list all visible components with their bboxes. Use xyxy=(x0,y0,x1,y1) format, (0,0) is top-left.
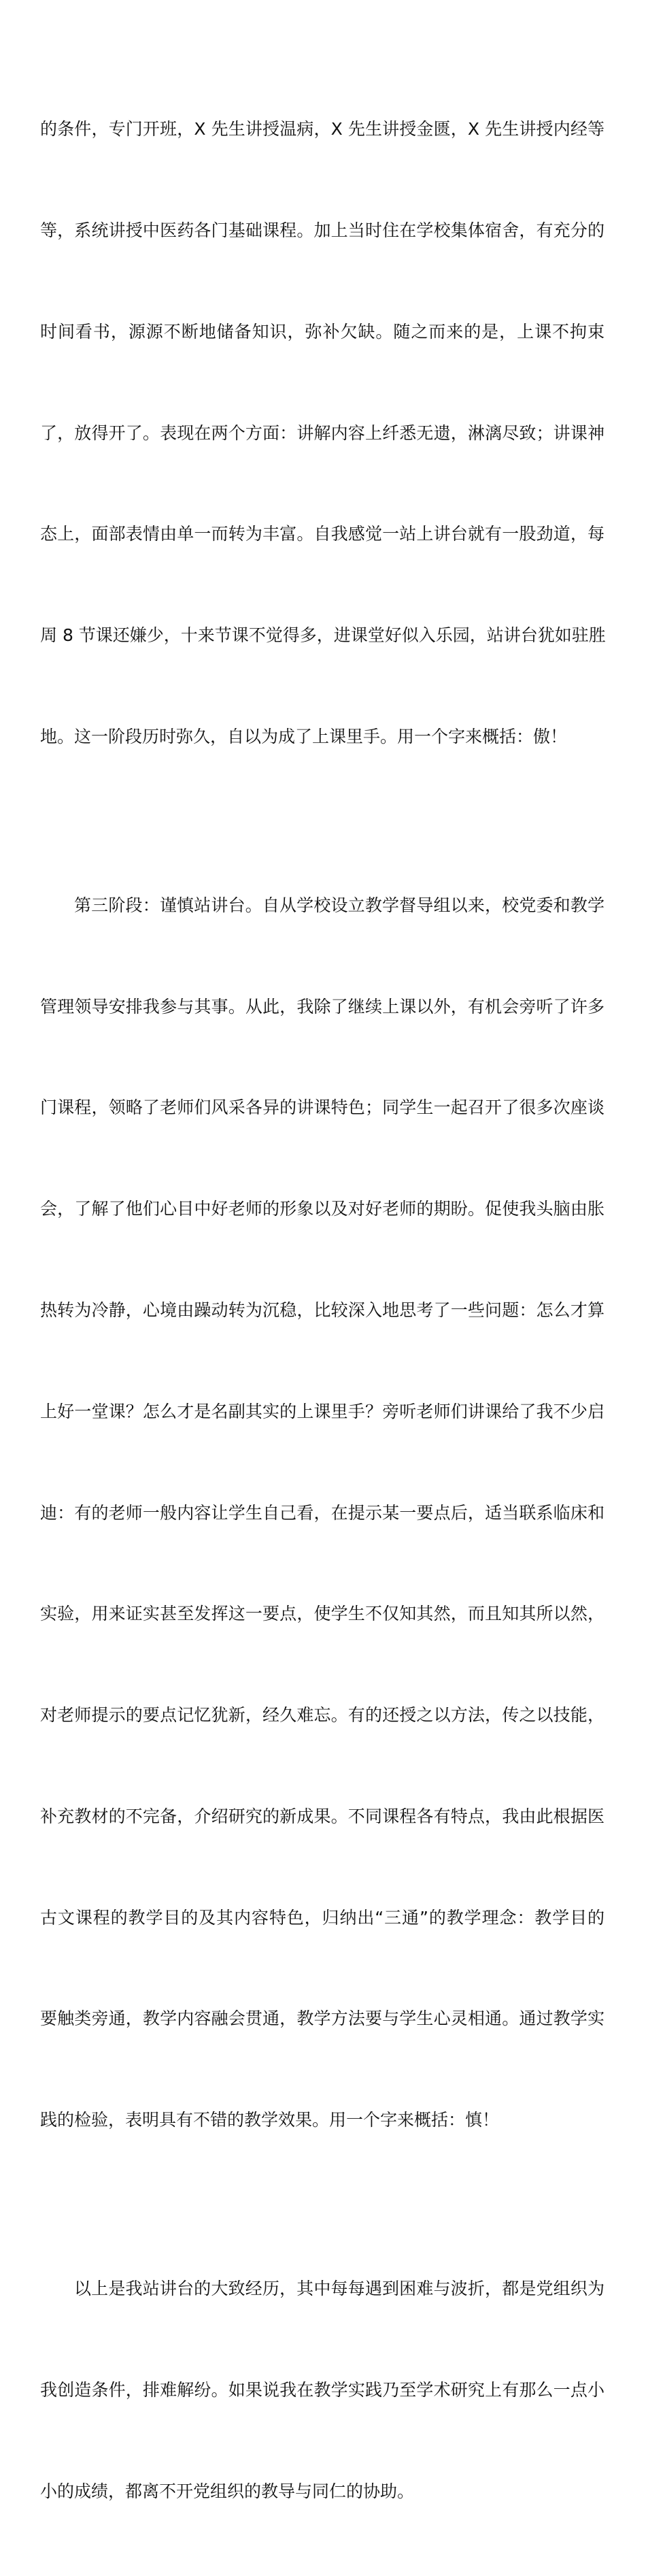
paragraph-3-line-3: 小的成绩，都离不开党组织的教导与同仁的协助。 xyxy=(40,2481,415,2501)
paragraph-2-line-6: 上好一堂课？怎么才是名副其实的上课里手？旁听老师们讲课给了我不少启 xyxy=(40,1401,605,1421)
paragraph-2-line-13: 践的检验，表明具有不错的教学效果。用一个字来概括：慎！ xyxy=(40,2110,500,2130)
body-text xyxy=(40,45,605,2576)
paragraph-2-line-11: 古文课程的教学目的及其内容特色，归纳出“三通”的教学理念：教学目的 xyxy=(40,1907,605,1928)
paragraph-1-line-2: 等，系统讲授中医药各门基础课程。加上当时住在学校集体宿舍，有充分的 xyxy=(40,220,605,240)
paragraph-2-line-4: 会，了解了他们心目中好老师的形象以及对好老师的期盼。促使我头脑由胀 xyxy=(40,1199,605,1219)
paragraph-2-line-1: 第三阶段：谨慎站讲台。自从学校设立教学督导组以来，校党委和教学 xyxy=(74,895,605,915)
paragraph-2-line-3: 门课程，领略了老师们风采各异的讲课特色；同学生一起召开了很多次座谈 xyxy=(40,1097,605,1118)
paragraph-1-line-6: 周 8 节课还嫌少，十来节课不觉得多，进课堂好似入乐园，站讲台犹如驻胜 xyxy=(40,625,606,646)
paragraph-3-line-1: 以上是我站讲台的大致经历，其中每每遇到困难与波折，都是党组织为 xyxy=(74,2279,605,2299)
paragraph-3 xyxy=(40,2205,605,2576)
paragraph-1-line-7: 地。这一阶段历时弥久，自以为成了上课里手。用一个字来概括：傲！ xyxy=(40,726,568,746)
paragraph-1 xyxy=(40,45,605,821)
paragraph-2-line-10: 补充教材的不完备，介绍研究的新成果。不同课程各有特点，我由此根据医 xyxy=(40,1806,605,1826)
paragraph-1-line-1: 的条件，专门开班，X 先生讲授温病，X 先生讲授金匮，X 先生讲授内经等 xyxy=(40,119,605,139)
paragraph-2 xyxy=(40,821,605,2205)
paragraph-1-line-4: 了，放得开了。表现在两个方面：讲解内容上纤悉无遗，淋漓尽致；讲课神 xyxy=(40,423,605,443)
paragraph-2-line-5: 热转为冷静，心境由躁动转为沉稳，比较深入地思考了一些问题：怎么才算 xyxy=(40,1300,605,1320)
paragraph-2-line-7: 迪：有的老师一般内容让学生自己看，在提示某一要点后，适当联系临床和 xyxy=(40,1502,605,1523)
paragraph-1-line-5: 态上，面部表情由单一而转为丰富。自我感觉一站上讲台就有一股劲道，每 xyxy=(40,524,605,544)
paragraph-2-line-12: 要触类旁通，教学内容融会贯通，教学方法要与学生心灵相通。通过教学实 xyxy=(40,2009,605,2029)
paragraph-2-line-8: 实验，用来证实甚至发挥这一要点，使学生不仅知其然，而且知其所以然， xyxy=(40,1604,605,1624)
paragraph-2-line-9: 对老师提示的要点记忆犹新，经久难忘。有的还授之以方法，传之以技能， xyxy=(40,1705,605,1725)
paragraph-1-line-3: 时间看书，源源不断地储备知识，弥补欠缺。随之而来的是，上课不拘束 xyxy=(40,321,605,342)
paragraph-3-line-2: 我创造条件，排难解纷。如果说我在教学实践乃至学术研究上有那么一点小 xyxy=(40,2379,605,2400)
paragraph-2-line-2: 管理领导安排我参与其事。从此，我除了继续上课以外，有机会旁听了许多 xyxy=(40,996,605,1017)
